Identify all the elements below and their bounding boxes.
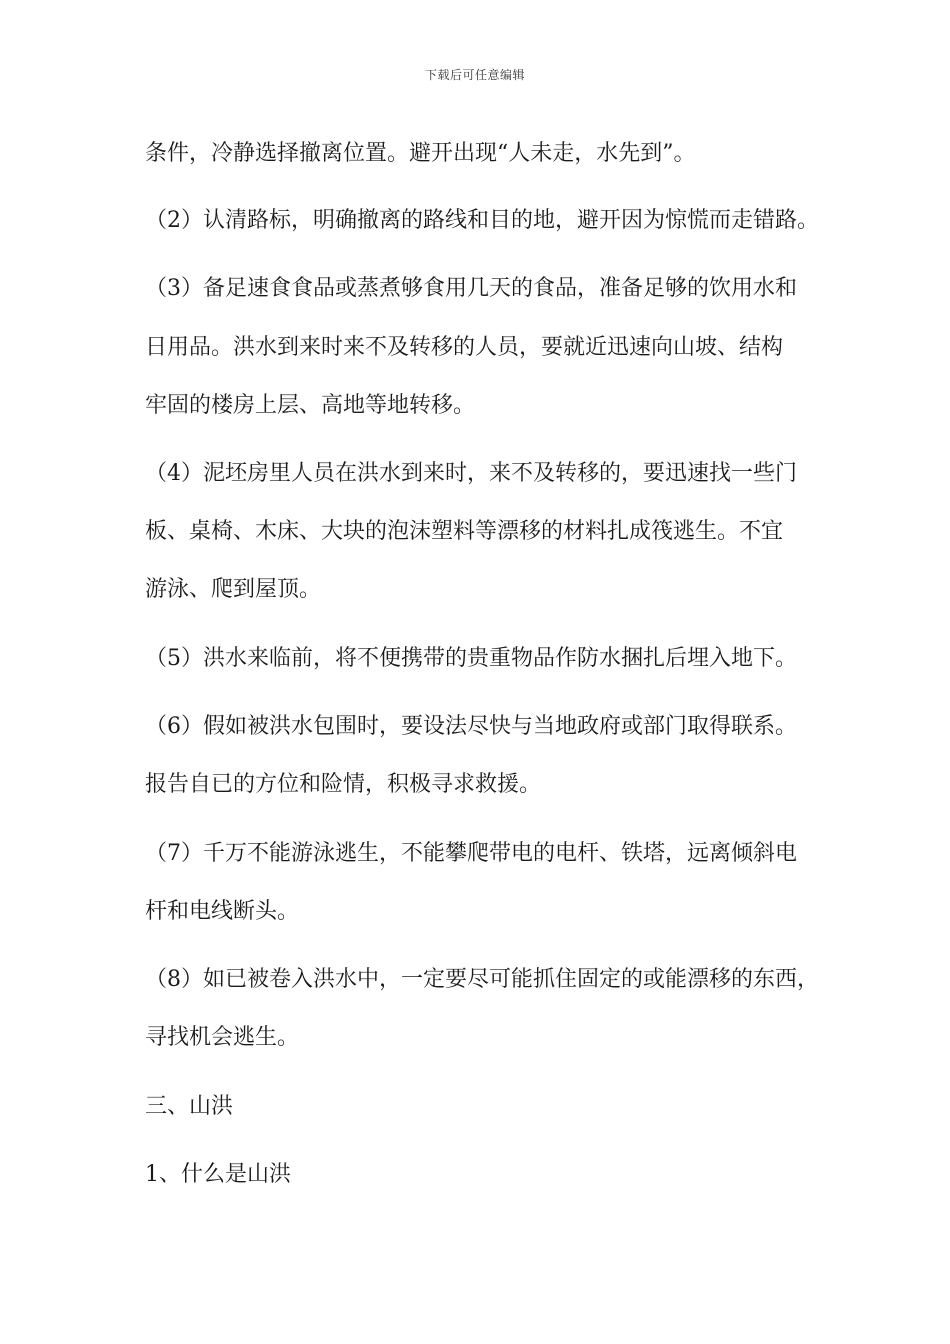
text-line-1: 条件，冷静选择撤离位置。避开出现“人未走，水先到”。 (145, 141, 696, 166)
text-line-5: 牢固的楼房上层、高地等地转移。 (145, 393, 476, 418)
text-line-3: （3）备足速食食品或蒸煮够食用几天的食品，准备足够的饮用水和 (145, 276, 797, 301)
text-line-7: 板、桌椅、木床、大块的泡沫塑料等漂移的材料扎成筏逃生。不宜 (145, 519, 784, 544)
text-line-14: （8）如已被卷入洪水中，一定要尽可能抓住固定的或能漂移的东西， (145, 967, 819, 992)
text-line-2: （2）认清路标，明确撤离的路线和目的地，避开因为惊慌而走错路。 (145, 208, 819, 233)
section-heading: 三、山洪 (145, 1094, 234, 1119)
page-header: 下载后可任意编辑 (424, 68, 525, 82)
text-line-4: 日用品。洪水到来时来不及转移的人员，要就近迅速向山坡、结构 (145, 335, 784, 360)
text-line-15: 寻找机会逃生。 (145, 1025, 300, 1050)
text-line-12: （7）千万不能游泳逃生，不能攀爬带电的电杆、铁塔，远离倾斜电 (145, 841, 797, 866)
text-line-11: 报告自已的方位和险情，积极寻求救援。 (145, 772, 542, 797)
text-line-9: （5）洪水来临前，将不便携带的贵重物品作防水捆扎后埋入地下。 (145, 646, 797, 671)
text-line-8: 游泳、爬到屋顶。 (145, 577, 322, 602)
text-line-13: 杆和电线断头。 (145, 899, 300, 924)
text-line-6: （4）泥坯房里人员在洪水到来时，来不及转移的，要迅速找一些门 (145, 461, 797, 486)
text-line-10: （6）假如被洪水包围时，要设法尽快与当地政府或部门取得联系。 (145, 714, 797, 739)
subsection-heading: 1、什么是山洪 (145, 1162, 291, 1187)
